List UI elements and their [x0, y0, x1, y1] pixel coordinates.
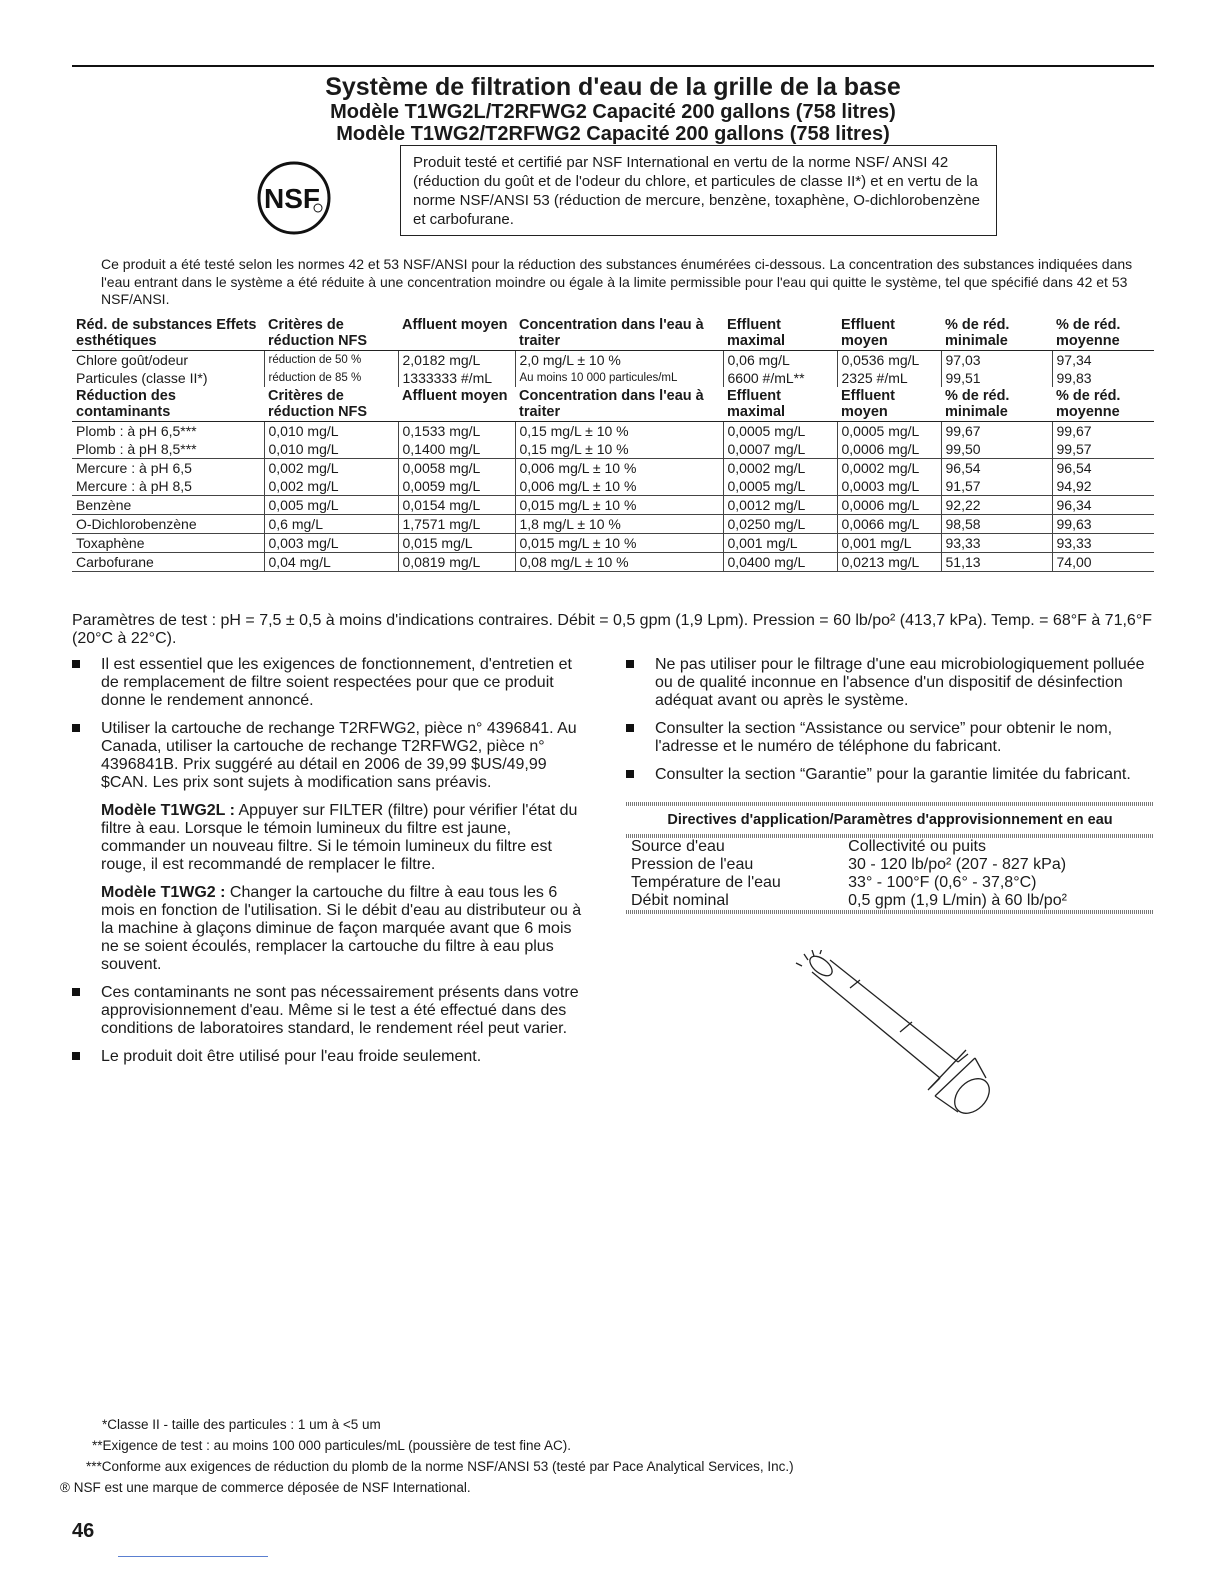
table-cell: 0,0002 mg/L	[723, 459, 837, 478]
table-cell: 97,34	[1052, 351, 1154, 370]
table-cell: 51,13	[941, 553, 1052, 572]
table-cell: 0,003 mg/L	[264, 534, 398, 553]
bullet-item: Ces contaminants ne sont pas nécessairement présents dans votre approvisionnement d'eau. Même si le test a été effectué dans des conditions de laboratoires standard, le rendement réel peut varier.	[72, 984, 592, 1038]
column-header: Réduction des contaminants	[72, 387, 264, 422]
table-cell: 94,92	[1052, 477, 1154, 496]
table-cell: 0,0059 mg/L	[398, 477, 515, 496]
table-row	[72, 440, 1154, 459]
table-cell: Particules (classe II*)	[76, 370, 208, 386]
table-cell: 0,005 mg/L	[264, 496, 398, 515]
performance-table	[72, 316, 1154, 572]
bullet-item: Consulter la section “Garantie” pour la garantie limitée du fabricant.	[626, 766, 1154, 784]
table-row	[72, 515, 1154, 534]
table-cell: 0,0005 mg/L	[837, 422, 941, 441]
directives-box	[626, 802, 1154, 914]
table-cell: 0,0006 mg/L	[837, 440, 941, 459]
table-cell: 99,57	[1052, 440, 1154, 459]
table-cell: 0,0007 mg/L	[723, 440, 837, 459]
table-header-row	[72, 316, 1154, 351]
column-header: Effluent moyen	[837, 387, 941, 422]
table-cell: Mercure : à pH 8,5	[76, 478, 192, 494]
table-cell: 99,67	[941, 422, 1052, 441]
table-cell: 0,015 mg/L	[398, 534, 515, 553]
table-cell: 0,08 mg/L ± 10 %	[515, 553, 723, 572]
table-cell: 0,0066 mg/L	[837, 515, 941, 534]
page-title: Système de filtration d'eau de la grille de la base	[325, 73, 901, 101]
table-cell: 0,015 mg/L ± 10 %	[515, 534, 723, 553]
table-cell: 0,002 mg/L	[264, 459, 398, 478]
model-line-2: Modèle T1WG2/T2RFWG2 Capacité 200 gallons (758 litres)	[336, 123, 890, 145]
column-header: Réd. de substances Effets esthétiques	[72, 316, 264, 351]
table-cell: 0,010 mg/L	[264, 440, 398, 459]
bottom-link-line	[118, 1556, 268, 1557]
table-cell: 0,0002 mg/L	[837, 459, 941, 478]
table-cell: Toxaphène	[72, 534, 264, 553]
column-header: % de réd. minimale	[941, 316, 1052, 351]
table-cell: 0,0003 mg/L	[837, 477, 941, 496]
footnote: ® NSF est une marque de commerce déposée de NSF International.	[60, 1480, 471, 1495]
bullet-icon	[72, 660, 80, 668]
table-cell: 1,7571 mg/L	[398, 515, 515, 534]
column-header: Affluent moyen	[398, 387, 515, 422]
table-cell: 0,001 mg/L	[837, 534, 941, 553]
footnotes	[60, 1414, 794, 1498]
model-a-paragraph: Modèle T1WG2L : Appuyer sur FILTER (filtre) pour vérifier l'état du filtre à eau. Lorsque le témoin lumineux du filtre est jaune, commander un nouveau filtre. Si le témoin lumineux du filtre est rouge, il est recommandé de remplacer le filtre.	[101, 802, 578, 873]
left-column	[72, 656, 592, 1076]
bullet-item: Consulter la section “Assistance ou service” pour obtenir le nom, l'adresse et le numéro de téléphone du fabricant.	[626, 720, 1154, 756]
test-parameters: Paramètres de test : pH = 7,5 ± 0,5 à moins d'indications contraires. Débit = 0,5 gpm (1,9 Lpm). Pression = 60 lb/po² (413,7 kPa). Temp. = 68°F à 71,6°F (20°C à 22°C).	[72, 612, 1152, 647]
table-cell: 96,34	[1052, 496, 1154, 515]
table-row	[72, 351, 1154, 370]
table-cell: 96,54	[941, 459, 1052, 478]
table-row	[72, 422, 1154, 441]
hatch-divider	[626, 910, 1154, 914]
model-b-paragraph: Modèle T1WG2 : Changer la cartouche du filtre à eau tous les 6 mois en fonction de l'utilisation. Si le débit d'eau au distributeur ou à la machine à glaçons diminue de façon marquée avant que 6 mois ne se soient écoulés, remplacer la cartouche du filtre à eau plus souvent.	[101, 884, 582, 973]
table-row	[72, 459, 1154, 478]
certification-box: Produit testé et certifié par NSF International en vertu de la norme NSF/ ANSI 42 (réduction du goût et de l'odeur du chlore, et particules de classe II*) et en vertu de la norme NSF/ANSI 53 (réduction de mercure, benzène, toxaphène, O-dichlorobenzène et carbofurane.	[400, 145, 997, 236]
directives-table	[626, 838, 1154, 910]
table-cell: 2325 #/mL	[837, 369, 941, 387]
table-cell: 0,6 mg/L	[264, 515, 398, 534]
table-cell: 92,22	[941, 496, 1052, 515]
bullet-icon	[72, 1052, 80, 1060]
table-cell: 0,0536 mg/L	[837, 351, 941, 370]
table-cell: 93,33	[1052, 534, 1154, 553]
table-cell: Plomb : à pH 6,5***	[72, 422, 264, 441]
bullet-item: Il est essentiel que les exigences de fonctionnement, d'entretien et de remplacement de filtre soient respectées pour que ce produit donne le rendement annoncé.	[72, 656, 592, 710]
bullet-icon	[72, 988, 80, 996]
column-header: % de réd. moyenne	[1052, 387, 1154, 422]
column-header: Effluent moyen	[837, 316, 941, 351]
table-cell: 0,006 mg/L ± 10 %	[515, 477, 723, 496]
table-cell: 98,58	[941, 515, 1052, 534]
column-header: Concentration dans l'eau à traiter	[515, 387, 723, 422]
table-cell: 0,006 mg/L ± 10 %	[515, 459, 723, 478]
bullet-icon	[72, 724, 80, 732]
table-cell: 0,15 mg/L ± 10 %	[515, 422, 723, 441]
footnote: ***Conforme aux exigences de réduction du plomb de la norme NSF/ANSI 53 (testé par Pace Analytical Services, Inc.)	[86, 1459, 794, 1474]
table-cell: 0,0005 mg/L	[723, 422, 837, 441]
table-cell: 97,03	[941, 351, 1052, 370]
table-cell: Mercure : à pH 6,5	[72, 459, 264, 478]
column-header: Critères de réduction NFS	[264, 387, 398, 422]
bullet-icon	[626, 724, 634, 732]
table-cell: 74,00	[1052, 553, 1154, 572]
table-cell: O-Dichlorobenzène	[72, 515, 264, 534]
bullet-icon	[626, 770, 634, 778]
column-header: Effluent maximal	[723, 316, 837, 351]
footnote: *Classe II - taille des particules : 1 um à <5 um	[102, 1417, 381, 1432]
page-number: 46	[72, 1520, 95, 1542]
table-cell: 99,67	[1052, 422, 1154, 441]
directives-title: Directives d'application/Paramètres d'approvisionnement en eau	[667, 812, 1113, 828]
table-cell: 0,0058 mg/L	[398, 459, 515, 478]
table-cell: 0,015 mg/L ± 10 %	[515, 496, 723, 515]
table-cell: 0,0250 mg/L	[723, 515, 837, 534]
table-cell: 0,15 mg/L ± 10 %	[515, 440, 723, 459]
top-rule	[72, 65, 1154, 67]
table-cell: 99,50	[941, 440, 1052, 459]
bullet-icon	[626, 660, 634, 668]
column-header: % de réd. minimale	[941, 387, 1052, 422]
table-row	[72, 534, 1154, 553]
model-line-1: Modèle T1WG2L/T2RFWG2 Capacité 200 gallons (758 litres)	[330, 101, 896, 123]
table-cell: 2,0 mg/L ± 10 %	[515, 351, 723, 370]
table-cell: 0,0005 mg/L	[723, 477, 837, 496]
column-header: Concentration dans l'eau à traiter	[515, 316, 723, 351]
table-cell: 0,0400 mg/L	[723, 553, 837, 572]
directives-row: Température de l'eau 33° - 100°F (0,6° - 37,8°C)	[631, 874, 1037, 891]
table-cell: 99,51	[941, 369, 1052, 387]
bullet-item: Le produit doit être utilisé pour l'eau froide seulement.	[72, 1048, 592, 1066]
table-header-row	[72, 387, 1154, 422]
column-header: Affluent moyen	[398, 316, 515, 351]
bullet-item: Ne pas utiliser pour le filtrage d'une eau microbiologiquement polluée ou de qualité inconnue en l'absence d'un dispositif de désinfection adéquat avant ou après le système.	[626, 656, 1154, 710]
table-cell: 1,8 mg/L ± 10 %	[515, 515, 723, 534]
table-cell: 96,54	[1052, 459, 1154, 478]
table-cell: 2,0182 mg/L	[398, 351, 515, 370]
table-cell: 99,83	[1052, 369, 1154, 387]
table-cell: réduction de 50 %	[264, 351, 398, 370]
footnote: **Exigence de test : au moins 100 000 particules/mL (poussière de test fine AC).	[92, 1438, 572, 1453]
bullet-item: Utiliser la cartouche de rechange T2RFWG2, pièce n° 4396841. Au Canada, utiliser la cartouche de rechange T2RFWG2, pièce n° 4396841B. Prix suggéré au détail en 2006 de 39,99 $US/49,99 $CAN. Les prix sont sujets à modification sans préavis.	[72, 720, 592, 792]
table-cell: 0,001 mg/L	[723, 534, 837, 553]
table-cell: 0,0213 mg/L	[837, 553, 941, 572]
table-cell: 6600 #/mL**	[723, 369, 837, 387]
table-cell: Benzène	[72, 496, 264, 515]
table-cell: 0,002 mg/L	[264, 477, 398, 496]
table-cell: 0,04 mg/L	[264, 553, 398, 572]
table-row	[72, 496, 1154, 515]
table-cell: Au moins 10 000 particules/mL	[515, 369, 723, 387]
table-cell: 0,0154 mg/L	[398, 496, 515, 515]
table-cell: Chlore goût/odeur	[72, 351, 264, 370]
table-cell: 0,06 mg/L	[723, 351, 837, 370]
table-cell: réduction de 85 %	[264, 369, 398, 387]
table-cell: 99,63	[1052, 515, 1154, 534]
directives-row: Pression de l'eau 30 - 120 lb/po² (207 - 827 kPa)	[631, 856, 1067, 873]
table-cell: Carbofurane	[72, 553, 264, 572]
directives-row: Source d'eau Collectivité ou puits	[631, 838, 986, 855]
table-row	[72, 553, 1154, 572]
table-cell: 0,010 mg/L	[264, 422, 398, 441]
table-cell: 91,57	[941, 477, 1052, 496]
nsf-logo-icon	[256, 160, 332, 236]
nsf-logo-text: NSF	[264, 183, 320, 214]
filter-cartridge-illustration	[790, 950, 990, 1120]
table-cell: 93,33	[941, 534, 1052, 553]
page-header	[72, 74, 1154, 145]
column-header: Effluent maximal	[723, 387, 837, 422]
right-column	[626, 656, 1154, 914]
table-cell: 0,0012 mg/L	[723, 496, 837, 515]
table-cell: Plomb : à pH 8,5***	[76, 441, 197, 457]
table-row	[72, 369, 1154, 387]
intro-paragraph: Ce produit a été testé selon les normes 42 et 53 NSF/ANSI pour la réduction des substances énumérées ci-dessous. La concentration des substances indiquées dans l'eau entrant dans le système a été réduite à une concentration moindre ou égale à la limite permissible pour l'eau qui quitte le système, tel que spécifié dans 42 et 53 NSF/ANSI.	[101, 256, 1133, 307]
table-cell: 0,1533 mg/L	[398, 422, 515, 441]
table-cell: 1333333 #/mL	[398, 369, 515, 387]
directives-row: Débit nominal 0,5 gpm (1,9 L/min) à 60 lb/po²	[631, 892, 1067, 909]
table-cell: 0,1400 mg/L	[398, 440, 515, 459]
table-cell: 0,0819 mg/L	[398, 553, 515, 572]
column-header: % de réd. moyenne	[1052, 316, 1154, 351]
column-header: Critères de réduction NFS	[264, 316, 398, 351]
table-cell: 0,0006 mg/L	[837, 496, 941, 515]
table-row	[72, 477, 1154, 496]
